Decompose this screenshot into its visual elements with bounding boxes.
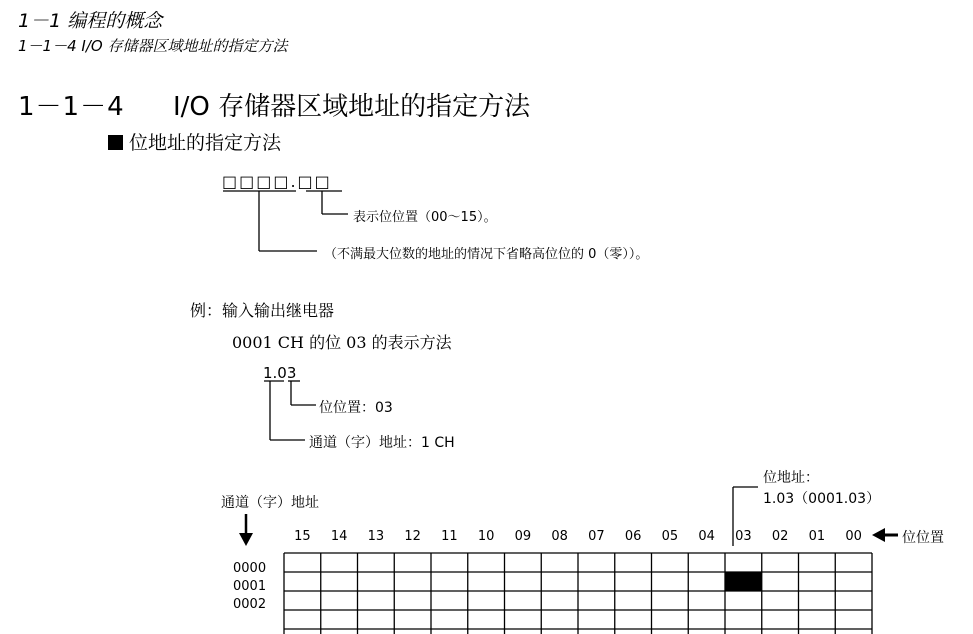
bit-number-label: 02 xyxy=(771,529,789,544)
bit-address-callout-label: 位地址： xyxy=(763,470,819,486)
bit-position-label: 位位置 xyxy=(902,530,944,546)
section-title: I/O 存储器区域地址的指定方法 xyxy=(173,92,531,122)
arrow-down-icon xyxy=(239,514,253,546)
bit-number-label: 13 xyxy=(367,529,385,544)
channel-address-label: 通道（字）地址 xyxy=(221,495,319,511)
section-number: 1－1－4 xyxy=(18,92,125,122)
bit-position-note: 表示位位置（00～15）。 xyxy=(353,210,497,225)
bit-number-label: 05 xyxy=(661,529,679,544)
bit-number-label: 01 xyxy=(808,529,826,544)
example-bit-note: 位位置：03 xyxy=(319,400,393,416)
bit-number-label: 03 xyxy=(735,529,752,544)
chapter-header: 1－1 编程的概念 xyxy=(18,10,163,32)
bit-number-label: 15 xyxy=(294,529,311,544)
bit-number-label: 10 xyxy=(477,529,495,544)
bit-number-label: 11 xyxy=(441,529,458,544)
bit-number-label: 00 xyxy=(845,529,862,544)
example-label: 例：输入输出继电器 xyxy=(190,301,335,320)
channel-row-label: 0002 xyxy=(233,597,267,612)
channel-row-label: 0000 xyxy=(233,561,267,576)
bit-number-label: 06 xyxy=(624,529,642,544)
example-value: 1.03 xyxy=(263,364,297,382)
channel-note: （不满最大位数的地址的情况下省略高位位的 0（零））。 xyxy=(324,247,649,262)
subsection-title: 位地址的指定方法 xyxy=(129,132,282,154)
bit-number-label: 08 xyxy=(551,529,568,544)
arrow-left-icon xyxy=(872,528,898,542)
bit-number-label: 04 xyxy=(698,529,715,544)
bit-number-label: 09 xyxy=(514,529,532,544)
channel-row-label: 0001 xyxy=(233,579,267,594)
section-header: 1－1－4 I/O 存储器区域地址的指定方法 xyxy=(18,37,288,55)
bit-address-callout-value: 1.03（0001.03） xyxy=(763,491,881,507)
address-format: □□□□.□□ xyxy=(222,172,332,191)
highlighted-bit-cell xyxy=(725,572,762,591)
example-channel-note: 通道（字）地址：1 CH xyxy=(309,435,455,451)
bit-number-label: 12 xyxy=(404,529,421,544)
bit-number-label: 14 xyxy=(330,529,348,544)
example-description: 0001 CH 的位 03 的表示方法 xyxy=(232,333,452,352)
bit-number-label: 07 xyxy=(588,529,605,544)
